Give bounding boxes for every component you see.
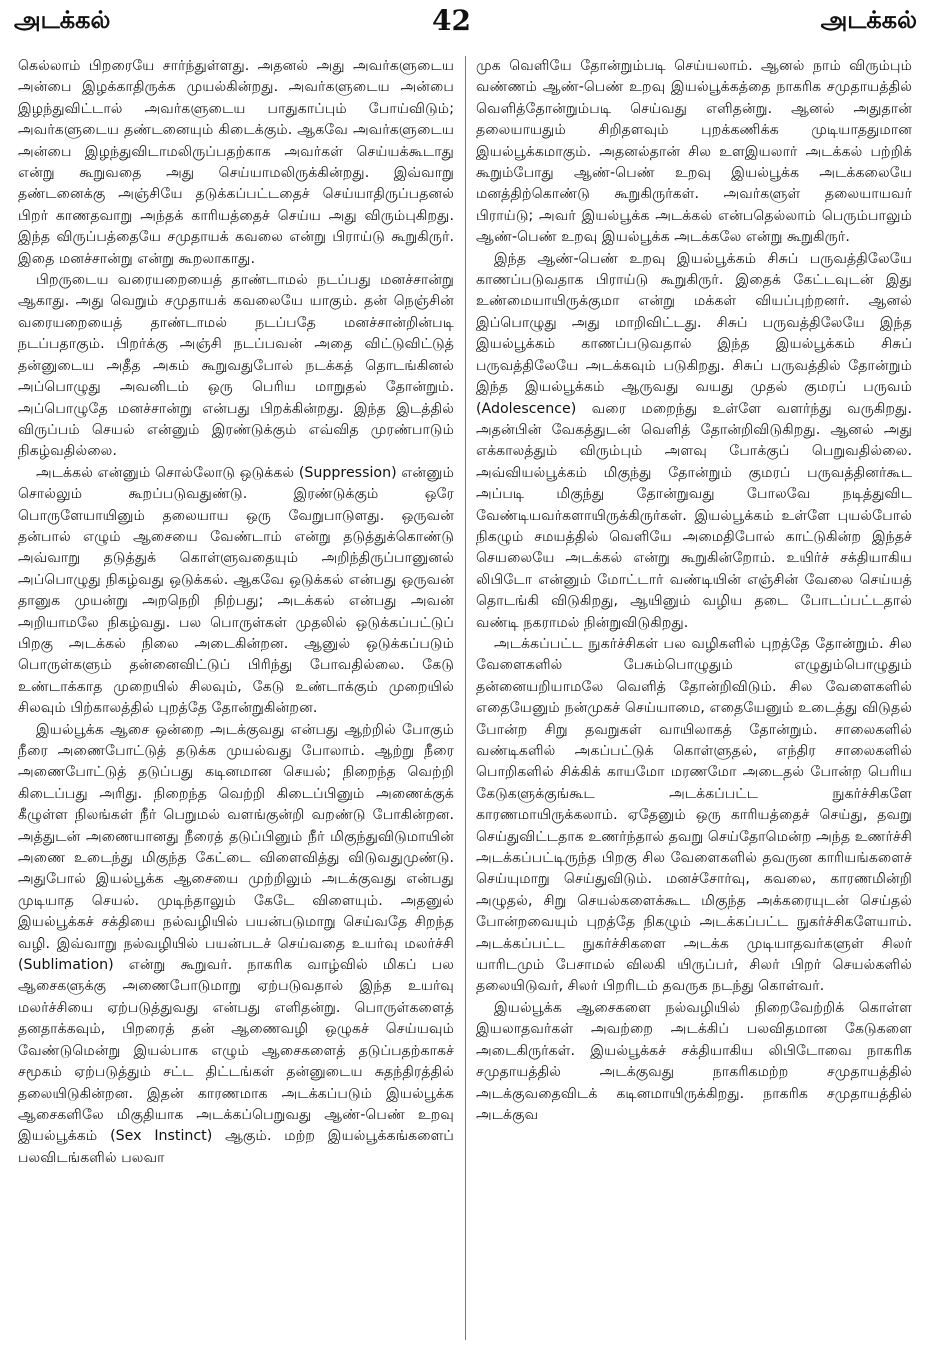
- paragraph: கெல்லாம் பிறரையே சார்ந்துள்ளது. அதனல் அது அவர்களுடைய அன்பை இழக்காதிருக்க முயல்கின்றது. அவர்களுடைய அன்பை இழந்துவிட்டால் அவர்களுடைய பாதுகாப்பும் போய்விடும்; அவர்களுடைய தண்டனையும் கிடைக்கும். ஆகவே அவர்களுடைய அன்பை இழந்துவிடாமலிருப்பதற்காக அவர்கள் செய்யக்கூடாது என்று கூறுவதை அது செய்யாமலிருக்கின்றது. இவ்வாறு தண்டனைக்கு அஞ்சியே தடுக்கப்பட்டதைச் செய்யாதிருப்பதனல் பிறர் காணதவாறு அந்தக் காரியத்தைச் செய்ய அது விரும்புகிறது. இந்த விருப்பத்தையே சமுதாயக் கவலை என்று பிராய்டு கூறுகிருர். இதை மனச்சான்று என்று கூறலாகாது.: [18, 58, 454, 267]
- left-column: [18, 56, 454, 1342]
- paragraph: இந்த ஆண்-பெண் உறவு இயல்பூக்கம் சிசுப் பருவத்திலேயே காணப்படுவதாக பிராய்டு கூறுகிருர். இதைக் கேட்டவுடன் இது உண்மையாயிருக்குமா என்று மக்கள் வியப்புற்றனர். ஆனல் இப்பொழுது அது மாறிவிட்டது. சிசுப் பருவத்திலேயே இந்த இயல்பூக்கம் காணப்படுவதால் இந்த இயல்பூக்கம் சிசுப் பருவத்திலேயே அடக்கவும் படுகிறது. சிசுப் பருவத்தில் தோன்றும் இந்த இயல்பூக்கம் ஆருவது வயது முதல் குமரப் பருவம் (Adolescence) வரை மறைந்து உள்ளே வளர்ந்து வருகிறது. அதன்பின் வேகத்துடன் வெளித் தோன்றிவிடுகிறது. ஆனல் அது எக்காலத்தும் விரும்பும் அளவு போக்குப் பெறுவதில்லை. அவ்வியல்பூக்கம் மிகுந்து தோன்றும் குமரப் பருவத்தினர்கூட அப்படி மிகுந்து தோன்றுவது போலவே நடித்துவிட வேண்டியவர்களாயிருக்கிருர்கள். இயல்பூக்கம் உள்ளே புயல்போல் நிகழும் சமயத்தில் வெளியே அமைதிபோல் காட்டுகின்ற இந்தச் செயலையே அடக்கல் என்று கூறுகின்றோம். உயிர்ச் சக்தியாகிய லிபிடோ என்னும் மோட்டார் வண்டியின் எஞ்சின் வேலை செய்யத் தொடங்கி விடுகிறது, ஆயினும் வழிய தடை போடப்பட்டதால் வண்டி நகராமல் நின்றுவிடுகிறது.: [476, 250, 912, 631]
- paragraph: முக வெளியே தோன்றும்படி செய்யலாம். ஆனல் நாம் விரும்பும் வண்ணம் ஆண்-பெண் உறவு இயல்பூக்கத்தை நாகரிக சமுதாயத்தில் வெளித்தோன்றும்படி செய்வது எளிதன்று. ஆனல் அதுதான் தலையாயதும் சிறிதளவும் புறக்கணிக்க முடியாததுமான இயல்பூக்கமாகும். அதனல்தான் சில உளஇயலார் அடக்கல் பற்றிக் கூறும்போது ஆண்-பெண் உறவு இயல்பூக்க அடக்கலையே மனத்திற்கொண்டு கூறுகிருர்கள். அவர்களுள் தலையாயவர் பிராய்டு; அவர் இயல்பூக்க அடக்கல் என்பதெல்லாம் பெரும்பாலும் ஆண்-பெண் உறவு இயல்பூக்க அடக்கலே என்று கூறுகிருர்.: [476, 58, 912, 246]
- running-title-left: அடக்கல்: [14, 6, 111, 34]
- paragraph: அடக்கல் என்னும் சொல்லோடு ஒடுக்கல் (Suppression) என்னும் சொல்லும் கூறப்படுவதுண்டு. இரண்டுக்கும் ஒரே பொருளேயாயினும் தலையாய ஒரு வேறுபாடுளது. ஒருவன் தன்பால் எழும் ஆசையை வேண்டாம் என்று தடுத்துக்கொண்டு அவ்வாறு தடுத்துக் கொள்ளுவதையும் அறிந்திருப்பானுனல் அப்பொழுது நிகழ்வது ஒடுக்கல். ஆகவே ஒடுக்கல் என்பது ஒருவன் தானுக முயன்று அறநெறி நிற்பது; அடக்கல் என்பது அவன் அறியாமலே நிகழ்வது. பல பொருள்கள் முதலில் ஒடுக்கப்பட்டுப் பிறகு அடக்கல் நிலை அடைகின்றன. ஆனுல் ஒடுக்கப்படும் பொருள்களும் தன்னைவிட்டுப் பிரிந்து போவதில்லை. கேடு உண்டாக்காத முறையில் சிலவும், கேடு உண்டாக்கும் முறையில் சிலவும் பிற்காலத்தில் புறத்தே தோன்றுகின்றன.: [18, 464, 454, 717]
- column-divider: [465, 56, 466, 1340]
- page-header: [14, 4, 917, 40]
- paragraph: அடக்கப்பட்ட நுகர்ச்சிகள் பல வழிகளில் புறத்தே தோன்றும். சில வேளைகளில் பேசும்பொழுதும் எழுதும்பொழுதும் தன்னையறியாமலே வெளித் தோன்றிவிடும். சில வேளைகளில் எதையேனும் நன்முகச் செய்யாமை, எதையேனும் உடைத்து விடுதல் போன்ற சிறு தவறுகள் வாயிலாகத் தோன்றும். சாலைகளில் வண்டிகளில் அகப்பட்டுக் கொள்ளுதல், எந்திர சாலைகளில் பொறிகளில் சிக்கிக் காயமோ மரணமோ அடைதல் போன்ற பெரிய கேடுகளுக்குங்கூட அடக்கப்பட்ட நுகர்ச்சிகளே காரணமாயிருக்கலாம். ஏதேனும் ஒரு காரியத்தைச் செய்து, தவறு செய்துவிட்டதாக உணர்ந்தால் தவறு செய்தோமென்ற அந்த உணர்ச்சி அடக்கப்பட்டிருந்த பிறகு சில வேளைகளில் தவருன காரியங்களைச் செய்யுமாறு செய்துவிடும். மனச்சோர்வு, கவலை, காரணமின்றி அழுதல், சிறு செயல்களைக்கூட மிகுந்த அக்கரையுடன் செய்தல் போன்றவையும் புறத்தே நிகழும் அடக்கப்பட்ட நுகர்ச்சிகளேயாம். அடக்கப்பட்ட நுகர்ச்சிகளை அடக்க முடியாதவர்களுள் சிலர் யாரிடமும் பேசாமல் விலகி யிருப்பர், சிலர் பிறர் செயல்களில் தலையிடுவர், சிலர் பிறரிடம் தவருக நடந்து கொள்வர்.: [476, 635, 912, 995]
- right-column: [476, 56, 912, 1342]
- paragraph: பிறருடைய வரையறையைத் தாண்டாமல் நடப்பது மனச்சான்று ஆகாது. அது வெறும் சமுதாயக் கவலையே யாகும். தன் நெஞ்சின் வரையறையைத் தாண்டாமல் நடப்பதே மனச்சான்றின்படி நடப்பதாகும். பிறர்க்கு அஞ்சி நடப்பவன் அதை விட்டுவிட்டுத் தன்னுடைய அதீத அகம் கூறுவதுபோல் நடக்கத் தொடங்கினல் அப்பொழுது அவனிடம் ஒரு பெரிய மாறுதல் தோன்றும். அப்பொழுதே மனச்சான்று என்பது பிறக்கின்றது. இந்த இடத்தில் விருப்பம் செயல் என்னும் இரண்டுக்கும் எவ்வித முரண்பாடும் நிகழ்வதில்லை.: [18, 272, 454, 460]
- running-title-right: அடக்கல்: [820, 6, 917, 34]
- page-number: 42: [432, 4, 471, 37]
- paragraph: இயல்பூக்க ஆசைகளை நல்வழியில் நிறைவேற்றிக் கொள்ள இயலாதவர்கள் அவற்றை அடக்கிப் பலவிதமான கேடுகளை அடைகிருர்கள். இயல்பூக்கச் சக்தியாகிய லிபிடோவை நாகரிக சமுதாயத்தில் அடக்குவது நாகரிகமற்ற சமுதாயத்தில் அடக்குவதைவிடக் கடினமாயிருக்கிறது. நாகரிக சமுதாயத்தில் அடக்குவ: [476, 999, 912, 1123]
- paragraph: இயல்பூக்க ஆசை ஒன்றை அடக்குவது என்பது ஆற்றில் போகும் நீரை அணைபோட்டுத் தடுக்க முயல்வது போலாம். ஆற்று நீரை அணைபோட்டுத் தடுப்பது கடினமான செயல்; நிறைந்த வெற்றி கிடைப்பது அரிது. நிறைந்த வெற்றி கிடைப்பினும் அணைக்குக் கீழுள்ள நிலங்கள் நீர் பெறுமல் வளங்குன்றி வறண்டு போகின்றன. அத்துடன் அணையானது நீரைத் தடுப்பினும் நீர் மிகுந்துவிடுமாயின் அணை உடைந்து மிகுந்த கேட்டை விளைவித்து விடுவதுமுண்டு. அதுபோல் இயல்பூக்க ஆசையை முற்றிலும் அடக்குவது என்பது முடியாத செயல். முடிந்தாலும் கேடே விளையும். அதனுல் இயல்பூக்கச் சக்தியை நல்வழியில் பயன்படுமாறு செய்வதே சிறந்த வழி. இவ்வாறு நல்வழியில் பயன்படச் செய்வதை உயர்வு மலர்ச்சி (Sublimation) என்று கூறுவர். நாகரிக வாழ்வில் மிகப் பல ஆசைகளுக்கு அணைபோடுமாறு ஏற்படுவதால் இந்த உயர்வு மலர்ச்சியை ஏற்படுத்துவது என்பது எளிதன்று. பொருள்களைத் தனதாக்கவும், பிறரைத் தன் ஆணைவழி ஒழுகச் செய்யவும் வேண்டுமென்று இயல்பாக எழும் ஆசைகளைத் தடுப்பதற்காகச் சமூகம் ஏற்படுத்தும் சட்ட திட்டங்கள் தன்னுடைய சுதந்திரத்தில் தலையிடுகின்றன. இதன் காரணமாக அடக்கப்படும் இயல்பூக்க ஆசைகளிலே மிகுதியாக அடக்கப்பெறுவது ஆண்-பெண் உறவு இயல்பூக்கம் (Sex Instinct) ஆகும். மற்ற இயல்பூக்கங்களைப் பலவிடங்களில் பலவா: [18, 721, 454, 1166]
